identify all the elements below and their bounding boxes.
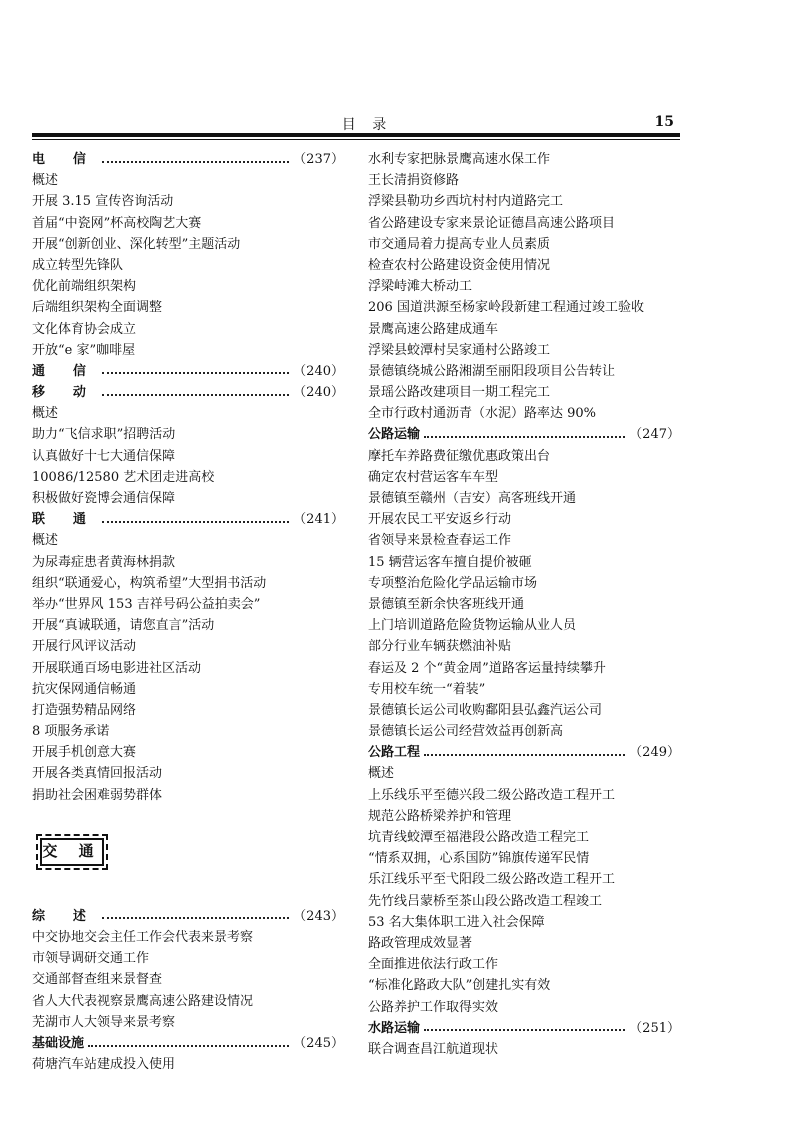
toc-entry[interactable]: 联合调查昌江航道现状 <box>368 1041 499 1057</box>
section-title: 综 述 <box>32 908 98 924</box>
toc-section-dianxin[interactable] <box>32 149 344 170</box>
entry-list <box>368 149 680 424</box>
toc-entry[interactable]: 抗灾保网通信畅通 <box>32 681 137 697</box>
toc-entry[interactable]: 开展农民工平安返乡行动 <box>368 512 512 528</box>
toc-entry[interactable]: 上乐线乐平至德兴段二级公路改造工程开工 <box>368 787 616 803</box>
entry-list <box>368 763 680 1017</box>
toc-entry[interactable]: 概述 <box>32 533 59 549</box>
toc-entry[interactable]: 开展“真诚联通，请您直言”活动 <box>32 618 215 634</box>
chapter-label-box <box>36 834 108 870</box>
toc-entry[interactable]: 后端组织架构全面调整 <box>32 300 163 316</box>
toc-entry[interactable]: 景德镇长运公司经营效益再创新高 <box>368 724 564 740</box>
toc-entry[interactable]: 为尿毒症患者黄海林捐款 <box>32 554 176 570</box>
toc-entry[interactable]: 捐助社会困难弱势群体 <box>32 787 163 803</box>
page-number: 15 <box>654 114 674 130</box>
toc-entry[interactable]: 全市行政村通沥青（水泥）路率达 90% <box>368 406 597 422</box>
header-rule-thick <box>32 133 680 137</box>
section-page: （240） <box>293 385 344 401</box>
dot-leader <box>102 394 290 396</box>
toc-entry[interactable]: 浮梁县蛟潭村吴家通村公路竣工 <box>368 342 551 358</box>
toc-entry[interactable]: 省公路建设专家来景论证德昌高速公路项目 <box>368 215 616 231</box>
toc-entry[interactable]: 坑青线蛟潭至福港段公路改造工程完工 <box>368 830 590 845</box>
toc-entry[interactable]: 认真做好十七大通信保障 <box>32 448 176 464</box>
toc-entry[interactable]: 乐江线乐平至弋阳段二级公路改造工程开工 <box>368 872 616 888</box>
dot-leader <box>102 521 290 523</box>
toc-entry[interactable]: 专用校车统一“着装” <box>368 681 486 697</box>
toc-entry[interactable]: 助力“飞信求职”招聘活动 <box>32 427 176 443</box>
toc-entry[interactable]: 开放“e 家”咖啡屋 <box>32 342 136 358</box>
toc-entry[interactable]: 景德镇至赣州（吉安）高客班线开通 <box>368 491 577 506</box>
toc-entry[interactable]: 景瑶公路改建项目一期工程完工 <box>368 385 551 401</box>
toc-entry[interactable]: 开展手机创意大赛 <box>32 745 137 761</box>
toc-section-gonglugongcheng[interactable] <box>368 742 680 763</box>
toc-section-shuiluyunshu[interactable] <box>368 1018 680 1039</box>
toc-entry[interactable]: 省人大代表视察景鹰高速公路建设情况 <box>32 993 254 1009</box>
toc-entry[interactable]: 芜湖市人大领导来景考察 <box>32 1014 176 1030</box>
toc-entry[interactable]: 省领导来景检查春运工作 <box>368 533 512 549</box>
toc-entry[interactable]: 10086/12580 艺术团走进高校 <box>32 469 215 485</box>
toc-entry[interactable]: 开展各类真情回报活动 <box>32 766 163 782</box>
section-page: （247） <box>629 427 680 443</box>
toc-section-zongshu[interactable] <box>32 906 344 927</box>
section-title: 基础设施 <box>32 1035 85 1051</box>
toc-entry[interactable]: 规范公路桥梁养护和管理 <box>368 808 512 824</box>
entry-list <box>32 927 344 1033</box>
section-title: 移 动 <box>32 385 98 401</box>
toc-entry[interactable]: 景德镇长运公司收购鄱阳县弘鑫汽运公司 <box>368 702 603 718</box>
section-title: 通 信 <box>32 363 98 379</box>
toc-entry[interactable]: 概述 <box>368 766 395 782</box>
section-page: （241） <box>293 512 344 528</box>
toc-entry[interactable]: 浮梁峙滩大桥动工 <box>368 279 473 295</box>
toc-entry[interactable]: 53 名大集体职工进入社会保障 <box>368 914 545 930</box>
section-page: （237） <box>293 152 344 167</box>
header-title: 目 录 <box>341 117 393 133</box>
section-page: （245） <box>293 1035 344 1051</box>
dot-leader <box>424 754 625 756</box>
header-rule-thin <box>32 139 680 140</box>
toc-entry[interactable]: 组织“联通爱心，构筑希望”大型捐书活动 <box>32 575 267 591</box>
toc-entry[interactable]: 打造强势精品网络 <box>32 702 137 718</box>
section-page: （251） <box>629 1020 680 1036</box>
toc-entry[interactable]: 首届“中瓷网”杯高校陶艺大赛 <box>32 215 202 231</box>
entry-list <box>32 530 344 805</box>
toc-section-liantong[interactable] <box>32 509 344 530</box>
toc-entry[interactable]: 摩托车养路费征缴优惠政策出台 <box>368 448 551 464</box>
toc-section-gongluyunshu[interactable] <box>368 424 680 445</box>
toc-entry[interactable]: 上门培训道路危险货物运输从业人员 <box>368 618 577 634</box>
toc-entry[interactable]: 水利专家把脉景鹰高速水保工作 <box>368 152 551 167</box>
toc-entry[interactable]: 部分行业车辆获燃油补贴 <box>368 639 512 655</box>
toc-entry[interactable]: 王长清捐资修路 <box>368 173 460 189</box>
toc-entry[interactable]: “标准化路政大队”创建扎实有效 <box>368 978 551 994</box>
dot-leader <box>102 372 290 374</box>
toc-entry[interactable]: 全面推进依法行政工作 <box>368 957 499 973</box>
toc-entry[interactable]: 举办“世界风 153 吉祥号码公益拍卖会” <box>32 596 261 612</box>
toc-entry[interactable]: 市领导调研交通工作 <box>32 951 150 967</box>
toc-section-yidong[interactable] <box>32 382 344 403</box>
toc-entry[interactable]: 专项整治危险化学品运输市场 <box>368 575 538 591</box>
section-title: 公路工程 <box>368 745 421 761</box>
toc-entry[interactable]: 景鹰高速公路建成通车 <box>368 321 499 337</box>
section-page: （249） <box>629 745 680 761</box>
toc-entry[interactable]: 开展联通百场电影进社区活动 <box>32 660 202 676</box>
toc-entry[interactable]: 市交通局着力提高专业人员素质 <box>368 236 551 252</box>
toc-entry[interactable]: 文化体育协会成立 <box>32 321 137 337</box>
toc-entry[interactable]: 检查农村公路建设资金使用情况 <box>368 257 551 273</box>
toc-entry[interactable]: 开展行风评议活动 <box>32 639 137 655</box>
section-page: （240） <box>293 363 344 379</box>
entry-list <box>368 446 680 743</box>
dot-leader <box>424 436 625 438</box>
toc-entry[interactable]: 积极做好瓷博会通信保障 <box>32 491 176 506</box>
toc-entry[interactable]: 景德镇绕城公路湘湖至丽阳段项目公告转让 <box>368 363 616 379</box>
section-page: （243） <box>293 908 344 924</box>
toc-entry[interactable]: “情系双拥，心系国防”锦旗传递军民情 <box>368 851 590 867</box>
toc-entry[interactable]: 概述 <box>32 173 59 189</box>
chapter-label: 交 通 <box>40 838 104 866</box>
toc-section-jichusheshi[interactable] <box>32 1033 344 1054</box>
entry-list <box>368 1039 680 1060</box>
toc-entry[interactable]: 中交协地交会主任工作会代表来景考察 <box>32 930 254 945</box>
right-column <box>368 149 680 1060</box>
toc-entry[interactable]: 景德镇至新余快客班线开通 <box>368 596 525 612</box>
toc-entry[interactable]: 开展“创新创业、深化转型”主题活动 <box>32 236 241 252</box>
dot-leader <box>88 1045 289 1047</box>
entry-list <box>32 403 344 509</box>
dot-leader <box>102 161 290 163</box>
toc-entry[interactable]: 浮梁县勒功乡西坑村村内道路完工 <box>368 194 564 210</box>
dot-leader <box>102 917 290 919</box>
toc-entry[interactable]: 春运及 2 个“黄金周”道路客运量持续攀升 <box>368 660 606 676</box>
toc-entry[interactable]: 荷塘汽车站建成投入使用 <box>32 1057 176 1073</box>
toc-entry[interactable]: 确定农村营运客车车型 <box>368 469 499 485</box>
toc-entry[interactable]: 开展 3.15 宣传咨询活动 <box>32 194 174 210</box>
toc-entry[interactable]: 路政管理成效显著 <box>368 935 473 951</box>
toc-entry[interactable]: 概述 <box>32 406 59 422</box>
page-header <box>32 114 680 134</box>
left-column <box>32 149 344 1075</box>
toc-entry[interactable]: 交通部督查组来景督查 <box>32 972 163 988</box>
section-title: 联 通 <box>32 512 98 528</box>
section-title: 公路运输 <box>368 427 421 443</box>
toc-entry[interactable]: 15 辆营运客车擅自提价被砸 <box>368 554 532 570</box>
dot-leader <box>424 1029 625 1031</box>
entry-list <box>32 170 344 361</box>
toc-entry[interactable]: 先竹线吕蒙桥至茶山段公路改造工程竣工 <box>368 893 603 909</box>
toc-entry[interactable]: 206 国道洪源至杨家岭段新建工程通过竣工验收 <box>368 300 644 316</box>
toc-section-tongxin[interactable] <box>32 361 344 382</box>
toc-entry[interactable]: 优化前端组织架构 <box>32 279 137 295</box>
entry-list <box>32 1054 344 1075</box>
section-title: 水路运输 <box>368 1020 421 1036</box>
toc-entry[interactable]: 公路养护工作取得实效 <box>368 999 499 1015</box>
section-title: 电 信 <box>32 152 98 167</box>
toc-entry[interactable]: 成立转型先锋队 <box>32 257 124 273</box>
toc-entry[interactable]: 8 项服务承诺 <box>32 724 110 740</box>
